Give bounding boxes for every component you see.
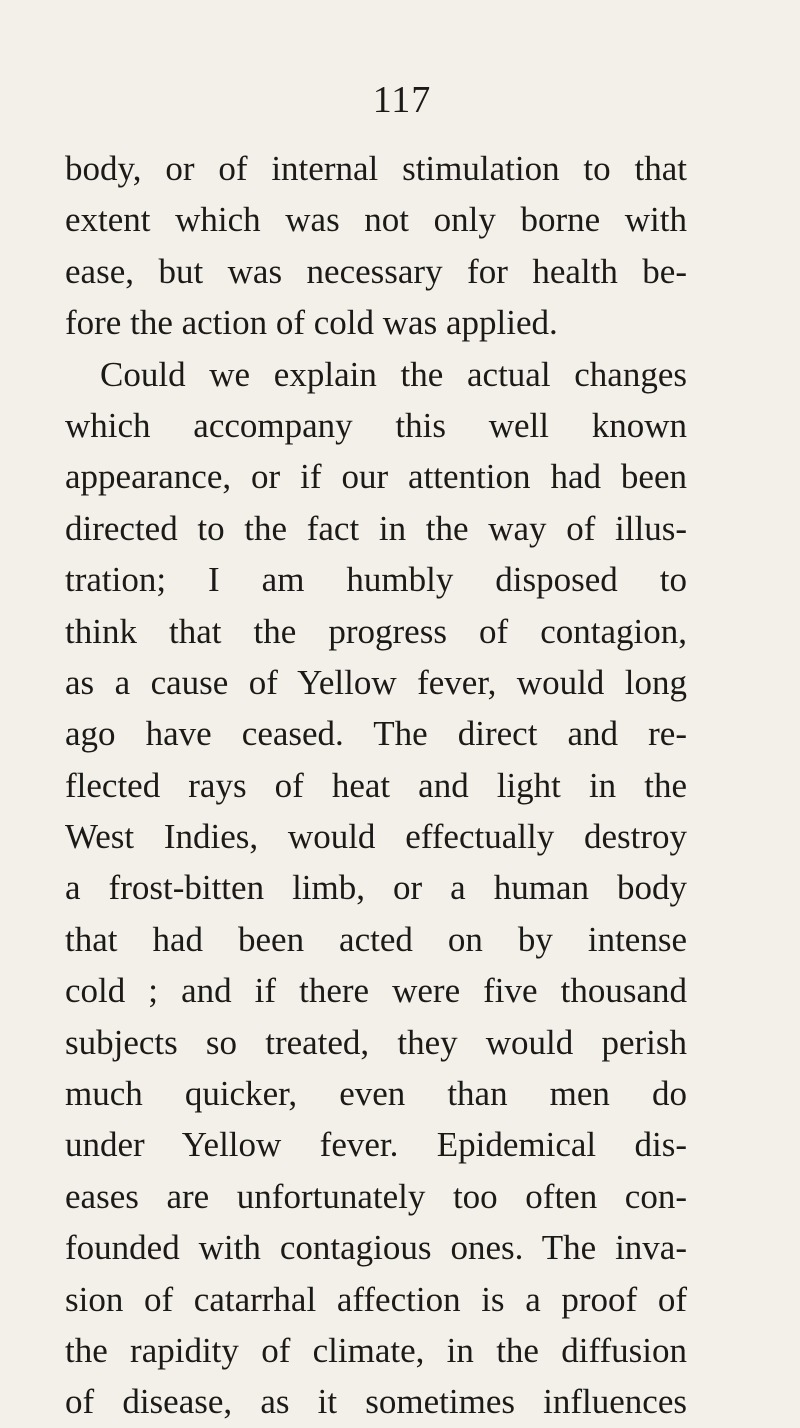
text-line: cold ; and if there were five thousand <box>65 971 687 1011</box>
text-line: ease, but was necessary for health be- <box>65 251 687 291</box>
text-line: eases are unfortunately too often con- <box>65 1176 687 1216</box>
text-line: as a cause of Yellow fever, would long <box>65 662 687 702</box>
text-line: think that the progress of contagion, <box>65 611 687 651</box>
text-line: which accompany this well known <box>65 405 687 445</box>
text-line: ago have ceased. The direct and re- <box>65 714 687 754</box>
text-line: extent which was not only borne with <box>65 200 687 240</box>
text-line: of disease, as it sometimes influences <box>65 1382 687 1422</box>
text-line: sion of catarrhal affection is a proof of <box>65 1279 687 1319</box>
body-text <box>65 143 687 1428</box>
text-line: body, or of internal stimulation to that <box>65 149 687 188</box>
text-line: a frost-bitten limb, or a human body <box>65 868 687 908</box>
text-line: subjects so treated, they would perish <box>65 1022 687 1062</box>
text-line: that had been acted on by intense <box>65 919 687 959</box>
text-line: Could we explain the actual changes <box>100 354 687 394</box>
text-line: tration; I am humbly disposed to <box>65 560 687 600</box>
text-line: flected rays of heat and light in the <box>65 765 687 805</box>
text-line: much quicker, even than men do <box>65 1074 687 1114</box>
text-line: directed to the fact in the way of illus- <box>65 508 687 548</box>
text-line: appearance, or if our attention had been <box>65 457 687 497</box>
text-line: founded with contagious ones. The inva- <box>65 1228 687 1268</box>
page-number: 117 <box>372 79 432 121</box>
text-line: the rapidity of climate, in the diffusion <box>65 1330 687 1370</box>
text-line: under Yellow fever. Epidemical dis- <box>65 1125 687 1165</box>
text-line: West Indies, would effectually destroy <box>65 817 687 857</box>
text-line: fore the action of cold was applied. <box>65 303 558 343</box>
